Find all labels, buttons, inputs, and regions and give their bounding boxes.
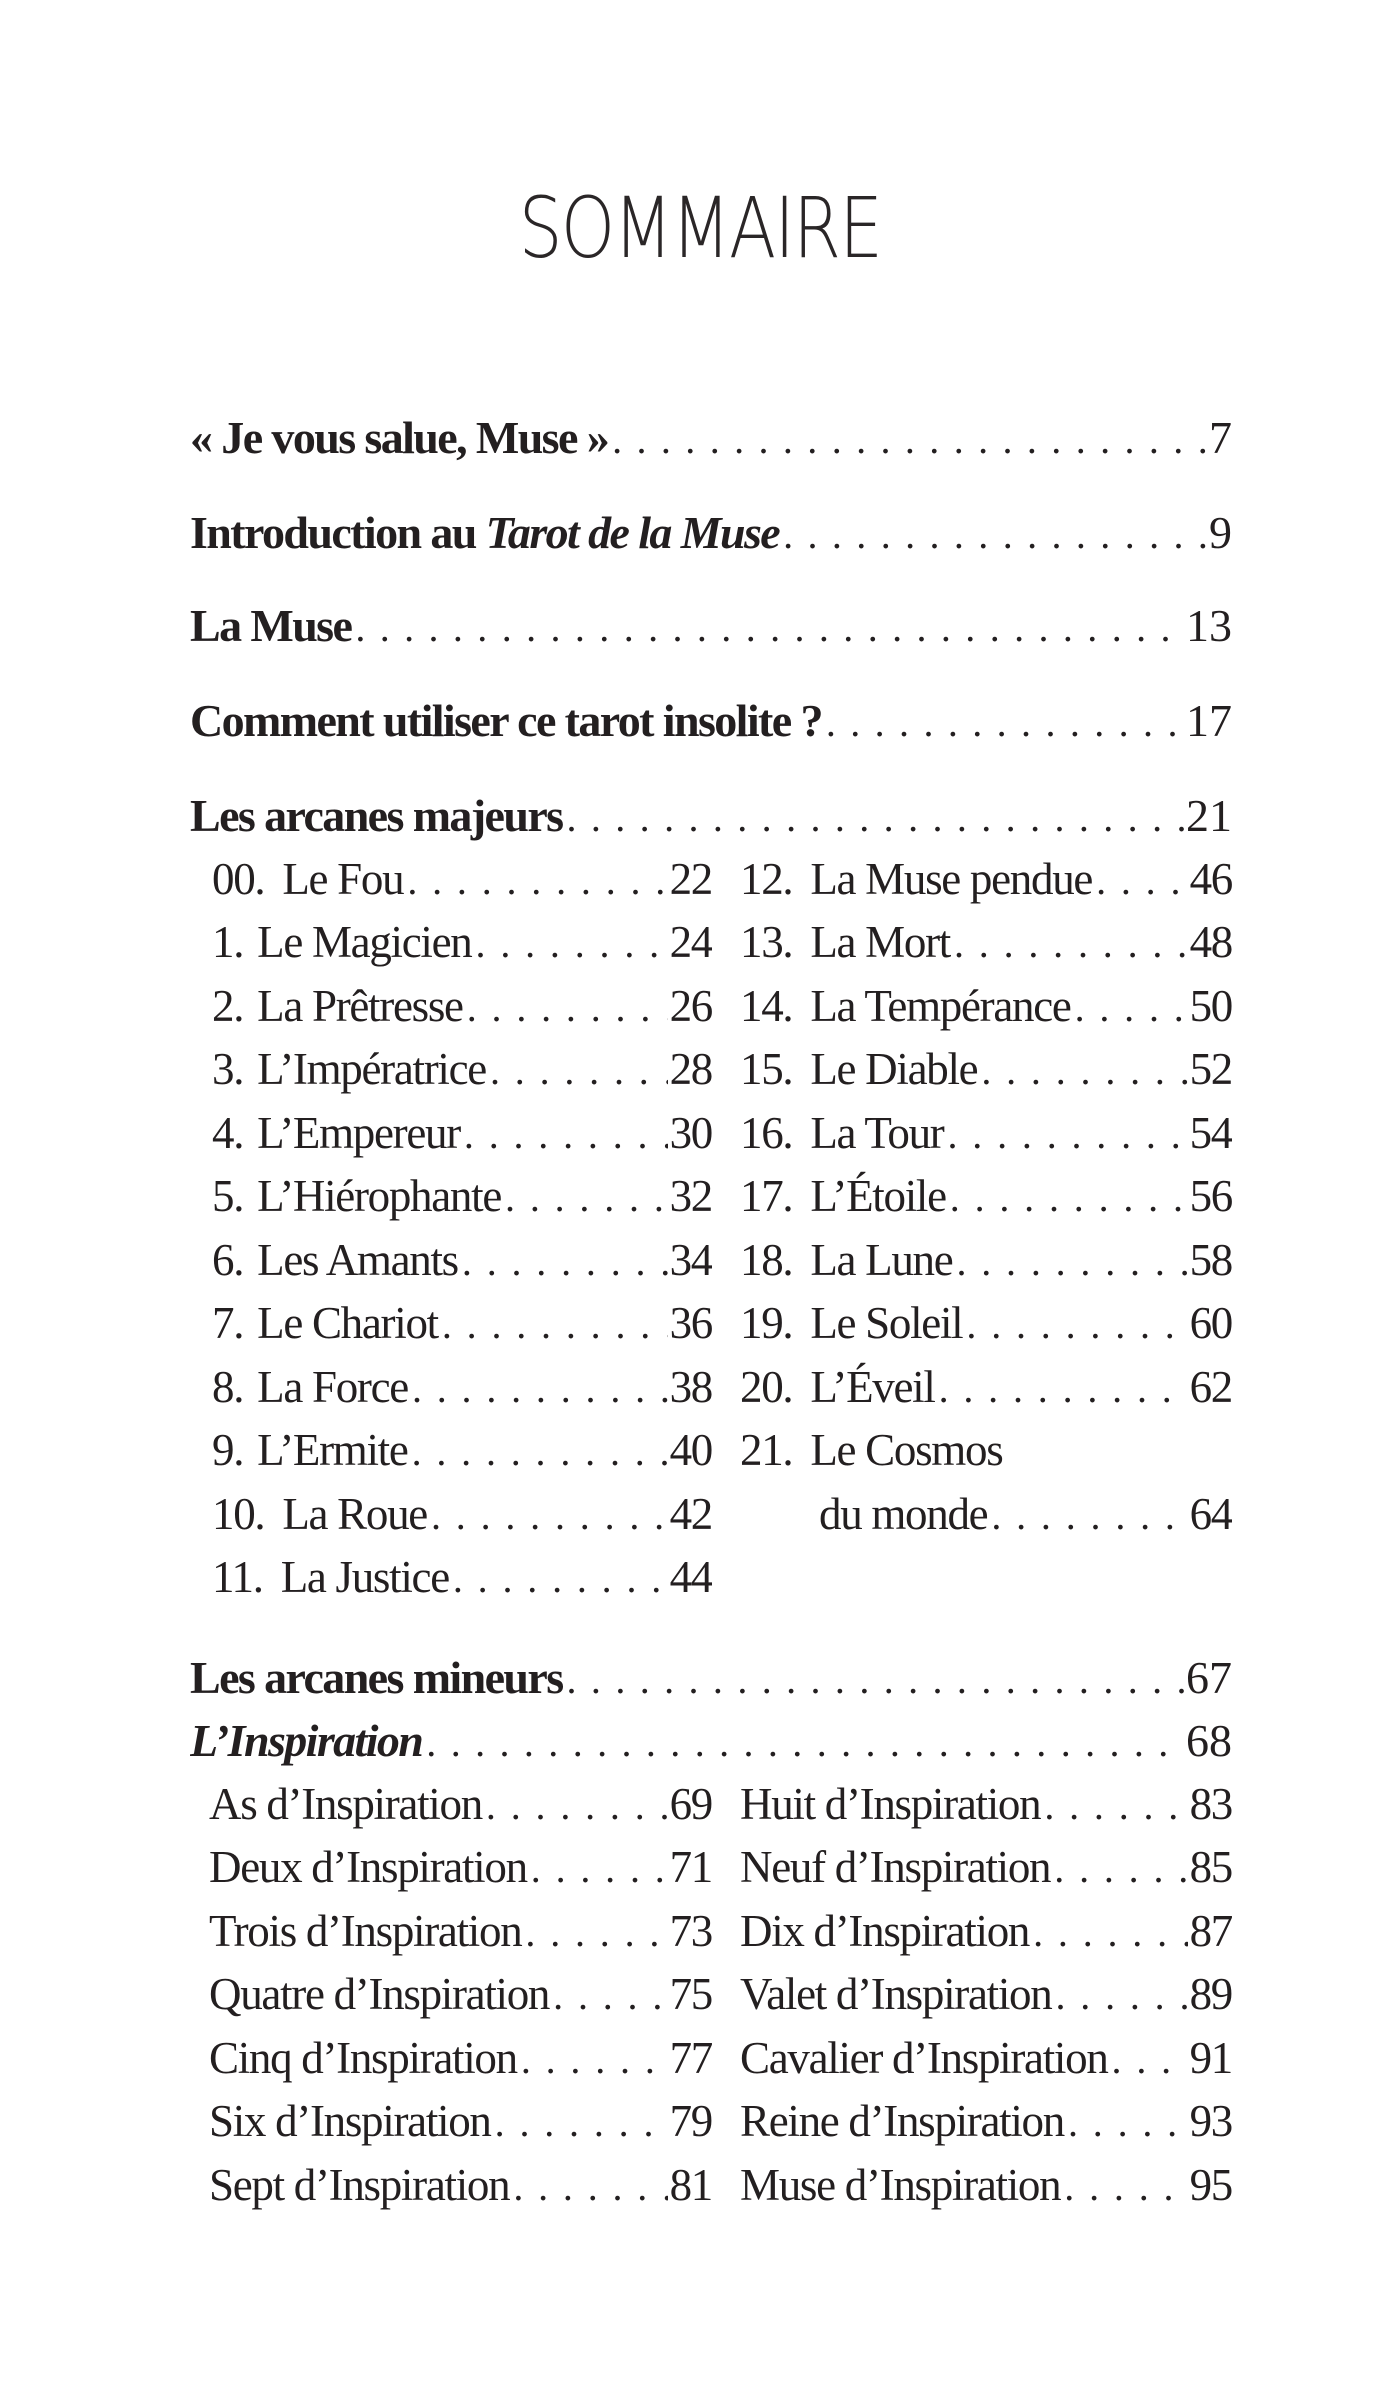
card-page: 24: [669, 917, 712, 967]
toc-subentry[interactable]: [819, 1483, 1232, 1545]
toc-subentry[interactable]: [209, 1836, 712, 1898]
toc-subentry[interactable]: [212, 1483, 712, 1545]
dot-leader: [422, 1712, 1184, 1772]
card-number: 16.: [740, 1108, 793, 1158]
toc-subentry[interactable]: [740, 1038, 1232, 1100]
toc-entry-label: Comment utiliser ce tarot insolite ?: [190, 695, 822, 746]
dot-leader: [1050, 1838, 1187, 1898]
toc-subentry[interactable]: [212, 911, 712, 973]
card-page: 69: [669, 1779, 712, 1829]
toc-subentry[interactable]: [212, 1102, 712, 1164]
card-page: 95: [1189, 2160, 1232, 2210]
card-page: 64: [1189, 1489, 1232, 1539]
toc-entry-page: 67: [1186, 1652, 1232, 1703]
dot-leader: [408, 1358, 668, 1418]
card-number: 5.: [212, 1171, 244, 1221]
card-page: 73: [669, 1906, 712, 1956]
card-page: 71: [669, 1842, 712, 1892]
toc-entry-la-muse[interactable]: [190, 595, 1232, 657]
card-page: 30: [669, 1108, 712, 1158]
card-page: 83: [1189, 1779, 1232, 1829]
card-name: La Prêtresse: [257, 981, 463, 1031]
card-number: 14.: [740, 981, 793, 1031]
card-name: La Muse pendue: [810, 854, 1093, 904]
toc-subentry[interactable]: [740, 1836, 1232, 1898]
toc-subentry[interactable]: [209, 1773, 712, 1835]
card-name: Reine d’Inspiration: [740, 2096, 1064, 2146]
card-name: La Mort: [810, 917, 950, 967]
card-number: 19.: [740, 1298, 793, 1348]
card-number: 15.: [740, 1044, 793, 1094]
card-name: Sept d’Inspiration: [209, 2160, 510, 2210]
card-name: Cavalier d’Inspiration: [740, 2033, 1108, 2083]
dot-leader: [1040, 1775, 1187, 1835]
toc-subentry[interactable]: [740, 1773, 1232, 1835]
card-number: 11.: [212, 1552, 263, 1602]
card-page: 93: [1189, 2096, 1232, 2146]
toc-subentry[interactable]: [740, 2154, 1232, 2216]
toc-subentry[interactable]: [740, 975, 1232, 1037]
card-page: 52: [1189, 1044, 1232, 1094]
dot-leader: [1064, 2092, 1188, 2152]
toc-entry-arcanes-mineurs[interactable]: [190, 1647, 1232, 1709]
card-name: Le Soleil: [810, 1298, 963, 1348]
card-page: 50: [1189, 981, 1232, 1031]
toc-subentry[interactable]: [212, 975, 712, 1037]
card-page: 75: [669, 1969, 712, 2019]
toc-subentry-first-line[interactable]: [740, 1419, 1232, 1481]
toc-subentry[interactable]: [740, 1165, 1232, 1227]
toc-subentry[interactable]: [740, 911, 1232, 973]
toc-subentry[interactable]: [212, 1229, 712, 1291]
card-number: 17.: [740, 1171, 793, 1221]
card-page: 56: [1189, 1171, 1232, 1221]
card-number: 2.: [212, 981, 244, 1031]
toc-subentry[interactable]: [212, 1356, 712, 1418]
card-page: 40: [669, 1425, 712, 1475]
card-name: Le Diable: [810, 1044, 978, 1094]
dot-leader: [563, 1649, 1184, 1709]
dot-leader: [501, 1167, 668, 1227]
toc-subentry[interactable]: [212, 1419, 712, 1481]
dot-leader: [1108, 2029, 1188, 2089]
card-number: 7.: [212, 1298, 244, 1348]
dot-leader: [779, 504, 1207, 564]
card-page: 77: [669, 2033, 712, 2083]
page-title: SOMMAIRE: [518, 179, 882, 277]
dot-leader: [1060, 2156, 1187, 2216]
card-number: 4.: [212, 1108, 244, 1158]
card-name: Deux d’Inspiration: [209, 1842, 527, 1892]
card-page: 48: [1189, 917, 1232, 967]
dot-leader: [946, 1167, 1188, 1227]
dot-leader: [351, 597, 1184, 657]
dot-leader: [549, 1965, 667, 2025]
toc-entry-label: Les arcanes majeurs: [190, 790, 563, 841]
card-name: Le Chariot: [257, 1298, 438, 1348]
card-page: 22: [669, 854, 712, 904]
toc-entry-inspiration[interactable]: [190, 1710, 1232, 1772]
toc-entry-label: « Je vous salue, Muse »: [190, 412, 609, 463]
toc-entry-label-prefix: Introduction au: [190, 507, 486, 558]
toc-subentry[interactable]: [212, 1038, 712, 1100]
card-page: 46: [1189, 854, 1232, 904]
card-page: 79: [669, 2096, 712, 2146]
toc-subentry[interactable]: [209, 2090, 712, 2152]
toc-entry-label: La Muse: [190, 600, 352, 651]
dot-leader: [562, 787, 1184, 847]
card-page: 89: [1189, 1969, 1232, 2019]
card-name: Dix d’Inspiration: [740, 1906, 1030, 1956]
dot-leader: [438, 1294, 668, 1354]
dot-leader: [472, 913, 668, 973]
toc-subentry[interactable]: [209, 2154, 712, 2216]
dot-leader: [403, 850, 667, 910]
card-number: 00.: [212, 854, 265, 904]
card-name: Les Amants: [257, 1235, 458, 1285]
card-page: 36: [669, 1298, 712, 1348]
card-number: 9.: [212, 1425, 244, 1475]
card-number: 18.: [740, 1235, 793, 1285]
dot-leader: [977, 1040, 1187, 1100]
dot-leader: [952, 1231, 1187, 1291]
card-page: 85: [1189, 1842, 1232, 1892]
dot-leader: [1051, 1965, 1187, 2025]
card-name: L’Étoile: [810, 1171, 946, 1221]
toc-subentry[interactable]: [212, 1165, 712, 1227]
card-name: Cinq d’Inspiration: [209, 2033, 517, 2083]
toc-entry-page: 7: [1209, 412, 1232, 463]
toc-entry-je-vous-salue[interactable]: [190, 407, 1232, 469]
toc-entry-page: 13: [1186, 600, 1232, 651]
card-page: 38: [669, 1362, 712, 1412]
card-page: 58: [1189, 1235, 1232, 1285]
toc-entry-page: 9: [1209, 507, 1232, 558]
dot-leader: [491, 2092, 668, 2152]
toc-subentry[interactable]: [209, 1900, 712, 1962]
card-name: Le Magicien: [257, 917, 472, 967]
dot-leader: [517, 2029, 668, 2089]
toc-entry-page: 17: [1186, 695, 1232, 746]
dot-leader: [987, 1485, 1187, 1545]
card-name: Huit d’Inspiration: [740, 1779, 1041, 1829]
card-name: Six d’Inspiration: [209, 2096, 491, 2146]
card-number: 10.: [212, 1489, 265, 1539]
card-name: L’Impératrice: [257, 1044, 486, 1094]
card-number: 12.: [740, 854, 793, 904]
card-name: La Lune: [810, 1235, 953, 1285]
toc-entry-page: 68: [1186, 1715, 1232, 1766]
card-page: 26: [669, 981, 712, 1031]
card-name: Muse d’Inspiration: [740, 2160, 1061, 2210]
toc-entry-label: [190, 502, 779, 564]
toc-entry-label: Les arcanes mineurs: [190, 1652, 563, 1703]
card-name: La Force: [257, 1362, 408, 1412]
dot-leader: [427, 1485, 668, 1545]
dot-leader: [962, 1294, 1187, 1354]
dot-leader: [509, 2156, 667, 2216]
toc-subentry[interactable]: [740, 848, 1232, 910]
dot-leader: [935, 1358, 1188, 1418]
card-number: 3.: [212, 1044, 244, 1094]
card-number: 6.: [212, 1235, 244, 1285]
toc-entry-label: L’Inspiration: [190, 1715, 423, 1766]
dot-leader: [460, 1104, 668, 1164]
card-name: La Justice: [280, 1552, 449, 1602]
card-page: 42: [669, 1489, 712, 1539]
dot-leader: [822, 692, 1184, 752]
card-name: La Roue: [282, 1489, 427, 1539]
toc-subentry[interactable]: [212, 1292, 712, 1354]
toc-entry-page: 21: [1186, 790, 1232, 841]
toc-entry-introduction[interactable]: [190, 502, 1232, 564]
card-page: 32: [669, 1171, 712, 1221]
card-page: 81: [669, 2160, 712, 2210]
card-name: L’Hiérophante: [257, 1171, 502, 1221]
card-number: 8.: [212, 1362, 244, 1412]
dot-leader: [608, 409, 1207, 469]
dot-leader: [449, 1548, 668, 1608]
toc-entry-label-italic: Tarot de la Muse: [485, 507, 780, 558]
toc-subentry[interactable]: [212, 848, 712, 910]
card-name: L’Empereur: [257, 1108, 460, 1158]
card-page: 44: [669, 1552, 712, 1602]
card-name: L’Éveil: [810, 1362, 935, 1412]
card-name: Le Cosmos: [810, 1425, 1003, 1475]
card-page: 87: [1189, 1906, 1232, 1956]
card-page: 91: [1189, 2033, 1232, 2083]
toc-subentry[interactable]: [740, 1356, 1232, 1418]
card-name: Trois d’Inspiration: [209, 1906, 522, 1956]
dot-leader: [1029, 1902, 1187, 1962]
dot-leader: [463, 977, 668, 1037]
card-page: 60: [1189, 1298, 1232, 1348]
card-page: 28: [669, 1044, 712, 1094]
dot-leader: [950, 913, 1188, 973]
toc-entry-comment-utiliser[interactable]: [190, 690, 1232, 752]
toc-subentry[interactable]: [740, 2090, 1232, 2152]
card-name-continued: du monde: [819, 1489, 988, 1539]
dot-leader: [1071, 977, 1188, 1037]
toc-subentry[interactable]: [740, 1229, 1232, 1291]
dot-leader: [408, 1421, 668, 1481]
card-page: 34: [669, 1235, 712, 1285]
card-name: Valet d’Inspiration: [740, 1969, 1052, 2019]
toc-subentry[interactable]: [740, 1102, 1232, 1164]
card-page: 62: [1189, 1362, 1232, 1412]
toc-subentry[interactable]: [209, 2027, 712, 2089]
card-number: 21.: [740, 1425, 793, 1475]
card-number: 13.: [740, 917, 793, 967]
dot-leader: [482, 1775, 668, 1835]
toc-subentry[interactable]: [740, 1292, 1232, 1354]
card-page: 54: [1189, 1108, 1232, 1158]
card-name: La Tempérance: [810, 981, 1071, 1031]
card-number: 20.: [740, 1362, 793, 1412]
card-name: Le Fou: [282, 854, 404, 904]
card-name: L’Ermite: [257, 1425, 408, 1475]
toc-subentry[interactable]: [740, 1900, 1232, 1962]
card-number: 1.: [212, 917, 244, 967]
dot-leader: [521, 1902, 667, 1962]
card-name: La Tour: [810, 1108, 944, 1158]
toc-subentry[interactable]: [740, 2027, 1232, 2089]
card-name: Neuf d’Inspiration: [740, 1842, 1051, 1892]
toc-subentry[interactable]: [740, 1963, 1232, 2025]
dot-leader: [527, 1838, 668, 1898]
dot-leader: [486, 1040, 668, 1100]
dot-leader: [944, 1104, 1188, 1164]
dot-leader: [458, 1231, 668, 1291]
toc-subentry[interactable]: [212, 1546, 712, 1608]
card-name: As d’Inspiration: [209, 1779, 482, 1829]
toc-entry-arcanes-majeurs[interactable]: [190, 785, 1232, 847]
card-name: Quatre d’Inspiration: [209, 1969, 550, 2019]
dot-leader: [1092, 850, 1188, 910]
toc-subentry[interactable]: [209, 1963, 712, 2025]
